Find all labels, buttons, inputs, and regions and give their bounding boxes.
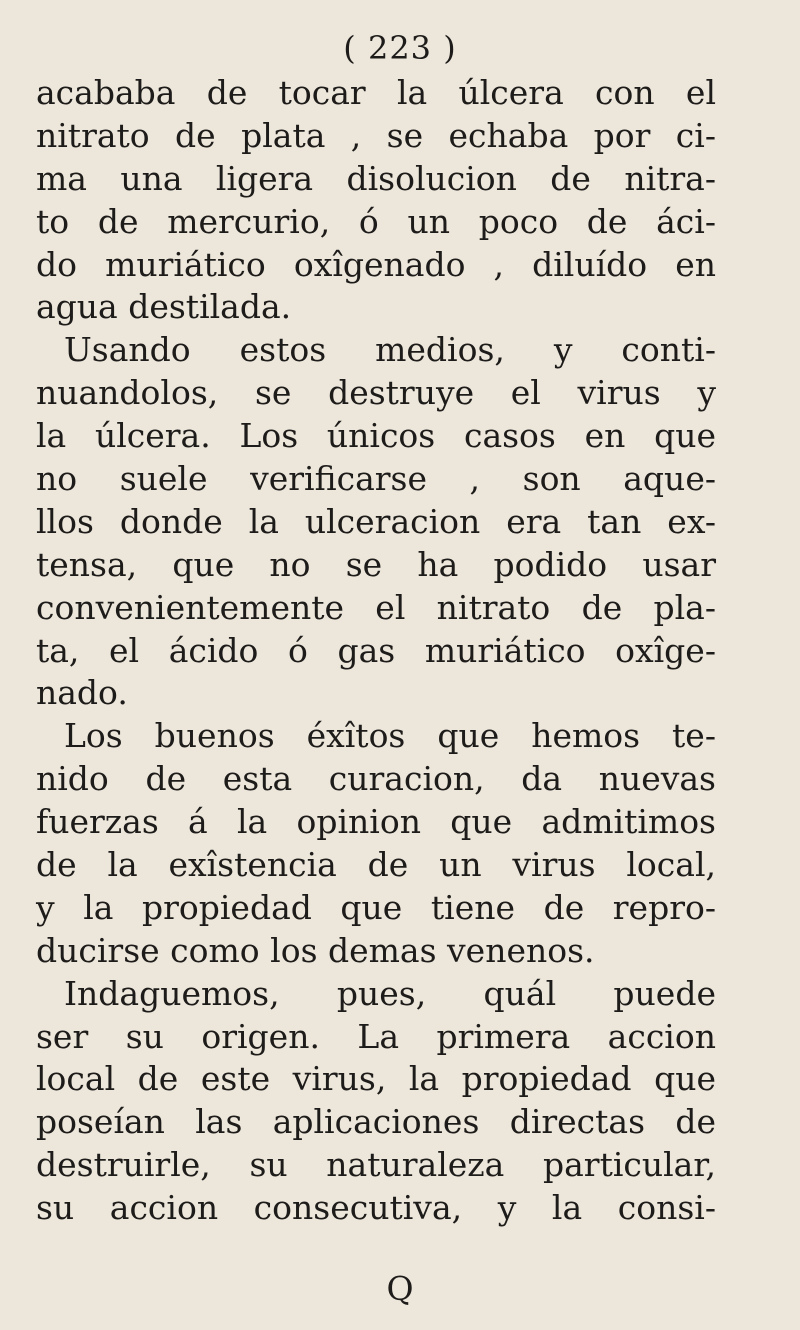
text-line: to de mercurio, ó un poco de áci-: [36, 201, 716, 241]
text-line: de la exîstencia de un virus local,: [36, 845, 716, 885]
paragraph-start-line: Los buenos éxîtos que hemos te-: [64, 716, 716, 756]
text-line: do muriático oxîgenado , diluído en: [36, 244, 716, 284]
text-line: destruirle, su naturaleza particular,: [36, 1145, 716, 1185]
text-line: ta, el ácido ó gas muriático oxîge-: [36, 630, 716, 670]
signature-mark: Q: [386, 1269, 414, 1308]
paragraph-start-line: Usando estos medios, y conti-: [64, 330, 716, 370]
text-line: tensa, que no se ha podido usar: [36, 544, 716, 584]
text-line: nado.: [36, 673, 128, 713]
text-line: y la propiedad que tiene de repro-: [36, 887, 716, 927]
text-line: poseían las aplicaciones directas de: [36, 1102, 716, 1142]
text-line: nuandolos, se destruye el virus y: [36, 373, 716, 413]
text-line: ducirse como los demas venenos.: [36, 930, 595, 970]
text-line: local de este virus, la propiedad que: [36, 1059, 716, 1099]
text-line: no suele verificarse , son aque-: [36, 459, 716, 499]
text-line: convenientemente el nitrato de pla-: [36, 587, 716, 627]
text-line: nitrato de plata , se echaba por ci-: [36, 115, 716, 155]
text-line: agua destilada.: [36, 287, 292, 327]
text-line: la úlcera. Los únicos casos en que: [36, 416, 716, 456]
text-line: su accion consecutiva, y la consi-: [36, 1188, 716, 1228]
text-line: ma una ligera disolucion de nitra-: [36, 158, 716, 198]
text-line: llos donde la ulceracion era tan ex-: [36, 501, 716, 541]
body-text: [36, 72, 716, 1230]
text-line: acababa de tocar la úlcera con el: [36, 73, 716, 112]
text-line: nido de esta curacion, da nuevas: [36, 759, 716, 799]
page-number: ( 223 ): [343, 29, 457, 67]
text-line: ser su origen. La primera accion: [36, 1016, 716, 1056]
paragraph-start-line: Indaguemos, pues, quál puede: [64, 973, 716, 1013]
text-line: fuerzas á la opinion que admitimos: [36, 802, 716, 842]
